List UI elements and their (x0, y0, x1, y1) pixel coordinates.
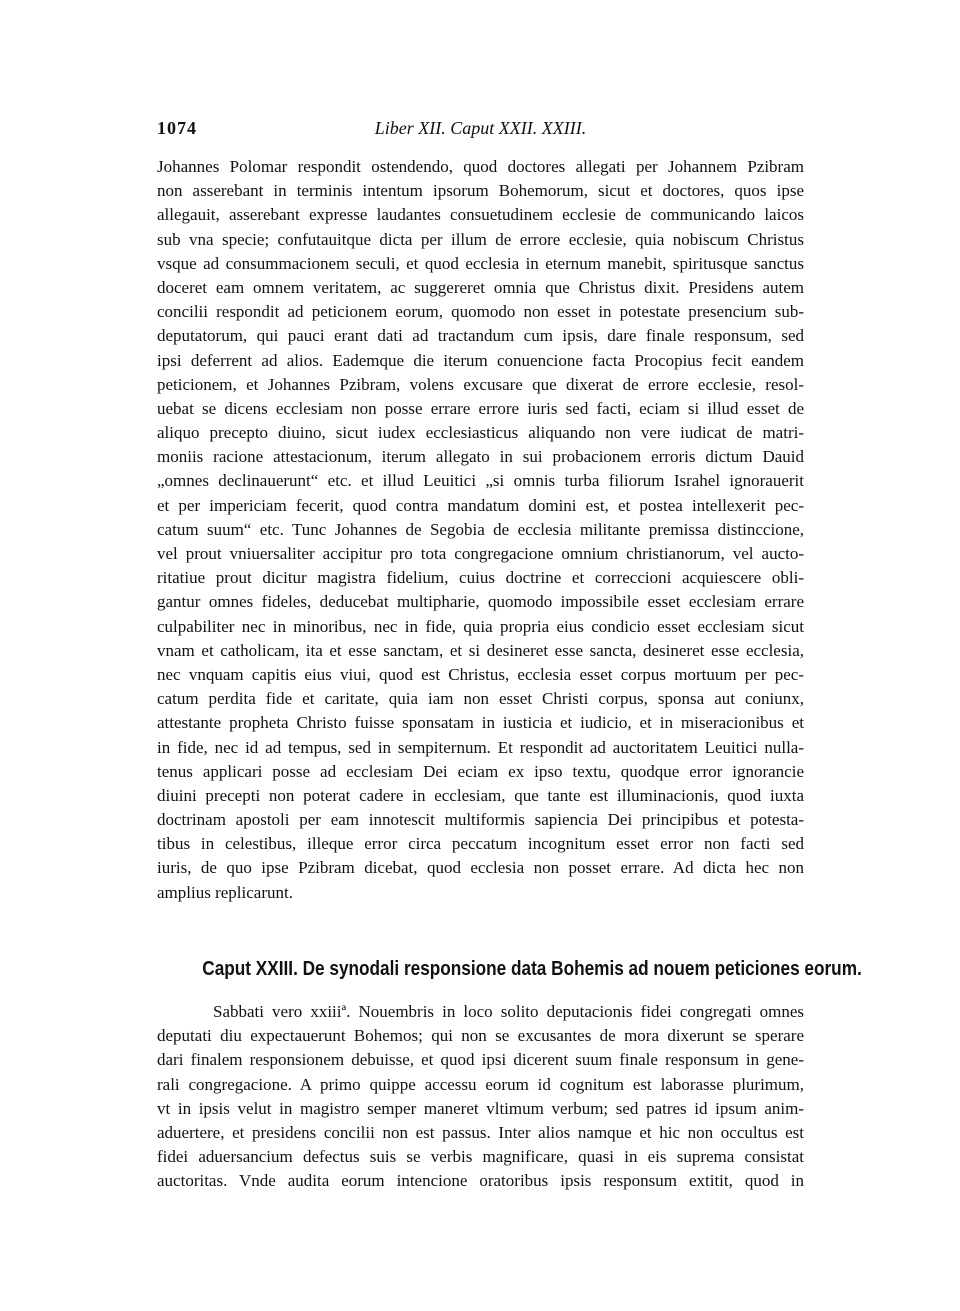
text-line: aduertere, et presidens concilii non est passus. Inter alios namque et hic non occultus est (157, 1122, 804, 1142)
text-line: catum perdita fide et caritate, quia iam non esset Christi corpus, sponsa aut coniunx, (157, 689, 804, 709)
text-line: catum suum“ etc. Tunc Johannes de Segobia de ecclesia militante premissa distinccione, (157, 519, 804, 539)
text-line: doceret eam omnem veritatem, ac suggereret omnia que Christus dixit. Presidens autem (157, 277, 804, 297)
text-line: auctoritas. Vnde audita eorum intencione oratoribus ipsis responsum extitit, quod in (157, 1171, 804, 1191)
text-line: allegauit, asserebant expresse laudantes consuetudinem ecclesie de communicando laicos (157, 205, 804, 225)
body-text-section-1 (157, 155, 804, 905)
text-line: culpabiliter nec in minoribus, nec in fide, quia propria eius condicio esset ecclesiam sicut (157, 616, 804, 636)
text-line: vsque ad consummacionem seculi, et quod ecclesia in eternum manebit, spiritusque sanctus (157, 253, 804, 273)
text-line: Johannes Polomar respondit ostendendo, quod doctores allegati per Johannem Pzibram (157, 157, 804, 176)
text-line: Sabbati vero xxiiiª. Nouembris in loco solito deputacionis fidei congregati omnes (213, 1002, 804, 1021)
running-title: Liber XII. Caput XXII. XXIII. (374, 118, 587, 138)
text-line: tenus applicari posse ad ecclesiam Dei eciam ex ipso textu, quodque error ignorancie (157, 761, 804, 781)
text-line: attestante propheta Christo fuisse sponsatam in iusticia et iudicio, et in miseracionibus et (157, 713, 804, 733)
text-line: dari finalem responsionem debuisse, et quod ipsi dicerent suum finale responsum in gene- (157, 1050, 804, 1070)
text-line: aliquo precepto diuino, sicut iudex ecclesiasticus aliquando non vere iudicat de matri- (157, 423, 804, 443)
text-line: deputatorum, qui pauci erant dati ad tractandum cum ipsis, dare finale responsum, sed (157, 326, 804, 346)
text-line: doctrinam apostoli per eam innotescit multiformis sapiencia Dei principibus et potesta- (157, 810, 804, 830)
text-line: et per impericiam fecerit, quod contra mandatum domini est, et postea intellexerit pec- (157, 495, 804, 515)
text-line: moniis racione attestacionum, iterum allegato in sui probacionem erroris dictum Dauid (157, 447, 804, 467)
text-line: sub vna specie; confutauitque dicta per illum de errore ecclesie, quia nobiscum Christus (157, 229, 804, 249)
chapter-heading: Caput XXIII. De synodali responsione data Bohemis ad nouem peticiones eorum. (202, 958, 862, 980)
text-line: in fide, nec id ad tempus, sed in sempiternum. Et respondit ad auctoritatem Leuitici nulla- (157, 737, 804, 757)
text-line: ipsi deferrent ad alios. Eademque die iterum conuencione facta Procopius fecit eandem (157, 350, 804, 370)
page-number: 1074 (157, 118, 197, 138)
text-line: ritatiue prout dicitur magistra fidelium, cuius doctrine et correccioni acquiescere obli- (157, 568, 804, 588)
text-line: „omnes declinauerunt“ etc. et illud Leuitici „si omnis turba filiorum Israhel ignorauerit (157, 471, 804, 491)
text-line: vt in ipsis velut in magistro semper maneret vltimum verbum; sed patres id ipsum anim- (157, 1098, 804, 1118)
text-line: amplius replicarunt. (157, 882, 293, 902)
text-line: non asserebant in terminis intentum ipsorum Bohemorum, sicut et doctores, quos ipse (157, 181, 804, 201)
text-line: vnam et catholicam, ita et esse sanctam, et si desineret esse sancta, desineret esse ecclesia, (157, 640, 804, 660)
text-line: deputati diu expectauerunt Bohemos; qui non se excusantes de mora dixerunt se sperare (157, 1026, 804, 1046)
text-line: iuris, de quo ipse Pzibram dicebat, quod ecclesia non posset errare. Ad dicta hec non (157, 858, 804, 878)
text-line: diuini precepti non poterat cadere in ecclesiam, que tante est illuminacionis, quod iuxta (157, 785, 804, 805)
running-head (157, 118, 804, 144)
text-line: uebat se dicens ecclesiam non posse errare errore iuris sed facti, eciam si illud esset de (157, 398, 804, 418)
text-line: nec vnquam capitis eius viui, quod est Christus, ecclesia esset corpus mortuum per pec- (157, 664, 804, 684)
text-line: concilii respondit ad peticionem eorum, quomodo non esset in potestate presencium sub- (157, 302, 804, 322)
text-line: peticionem, et Johannes Pzibram, volens excusare que dixerat de errore ecclesie, resol- (157, 374, 804, 394)
text-line: vel prout vniuersaliter accipitur pro tota congregacione omnium christianorum, vel aucto- (157, 544, 804, 563)
text-line: tibus in celestibus, illeque error circa peccatum incognitum esset error non facti sed (157, 834, 804, 854)
body-text-section-2 (157, 1000, 804, 1194)
text-line: gantur omnes fideles, deducebat multipharie, quomodo impossibile esset ecclesiam errare (157, 592, 804, 612)
text-line: fidei aduersancium defectus suis se verbis magnificare, quasi in eis suprema consistat (157, 1147, 804, 1167)
text-line: rali congregacione. A primo quippe accessu eorum id cognitum est laborasse plurimum, (157, 1074, 804, 1094)
